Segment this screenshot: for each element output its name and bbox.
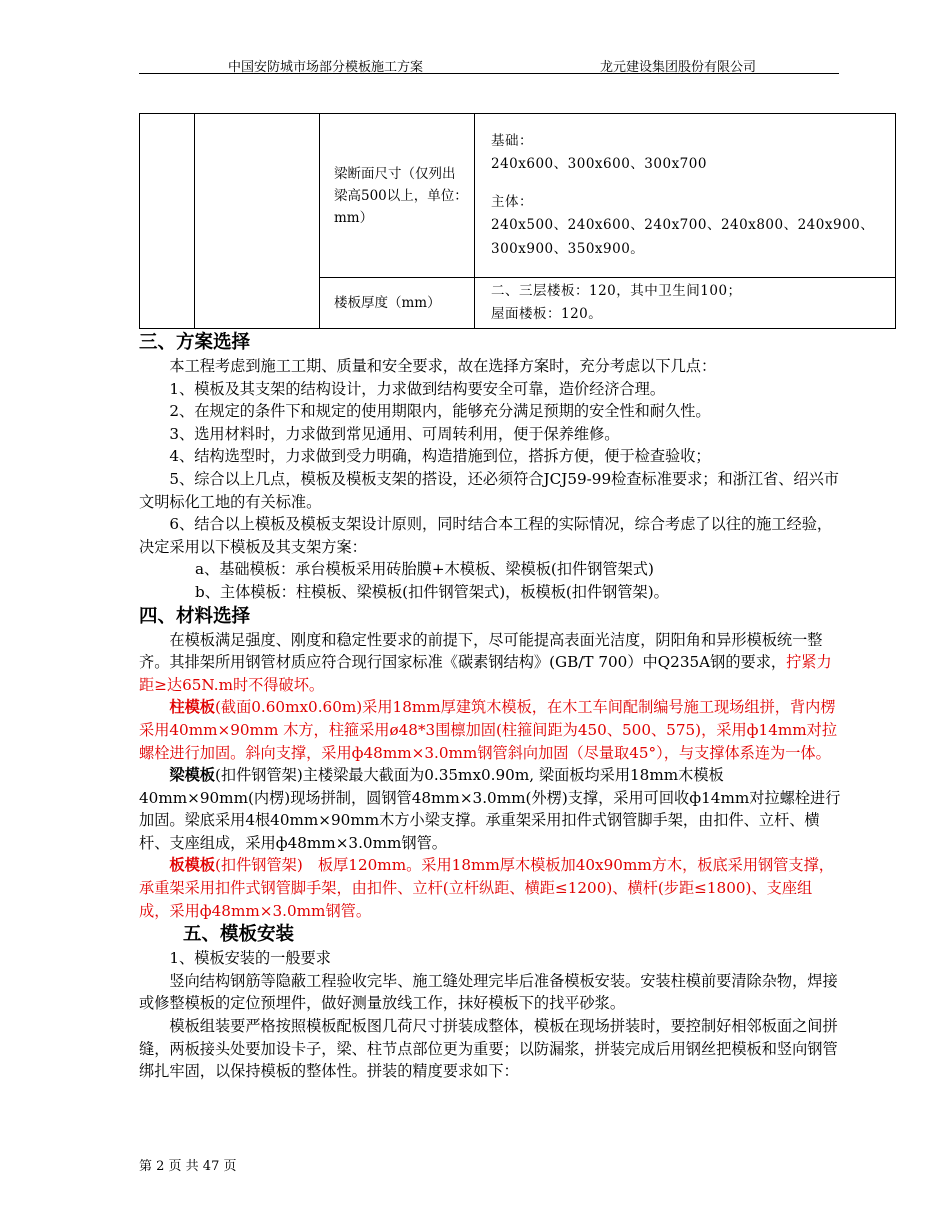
paragraph: 4、结构选型时，力求做到受力明确，构造措施到位，搭拆方便，便于检查验收； <box>169 447 711 466</box>
header-company: 龙元建设集团股份有限公司 <box>600 60 757 75</box>
beam-main-label: 主体： <box>491 193 533 210</box>
subheading: 1、模板安装的一般要求 <box>169 949 331 968</box>
slab-thickness-label: 楼板厚度（mm） <box>320 278 475 329</box>
slab-formwork-title: 板模板 <box>169 856 215 875</box>
table-cell-empty <box>195 114 320 329</box>
paragraph: 2、在规定的条件下和规定的使用期限内，能够充分满足预期的安全性和耐久性。 <box>169 402 711 421</box>
paragraph <box>139 629 841 697</box>
slab-thickness-value <box>475 278 896 329</box>
beam-main-sizes: 240x500、240x600、240x700、240x800、240x900、300x900、350x900。 <box>491 217 875 257</box>
beam-formwork-title: 梁模板 <box>169 766 215 785</box>
beam-size-value <box>475 114 896 278</box>
slab-formwork-paragraph <box>139 854 841 922</box>
paragraph-text: 在模板满足强度、刚度和稳定性要求的前提下，尽可能提高表面光洁度，阴阳角和异形模板统一整齐。其排架所用钢管材质应符合现行国家标准《碳素钢结构》(GB/T 700）中Q235A钢的要求， <box>139 630 823 672</box>
header-doc-title: 中国安防城市场部分模板施工方案 <box>228 60 424 75</box>
list-item: b、主体模板：柱模板、梁模板(扣件钢管架式)，板模板(扣件钢管架)。 <box>195 582 669 601</box>
paragraph-red-text: 拧紧力距≥达65N.m时不得破坏。 <box>139 653 832 694</box>
beam-foundation-label: 基础： <box>491 132 533 149</box>
beam-formwork-text: (扣件钢管架)主楼梁最大截面为0.35mx0.90m, 梁面板均采用18mm木模板40mm×90mm(内楞)现场拼制，圆钢管48mm×3.0mm(外楞)支撑，采用可回收ф14mm对拉螺栓进行加固。梁底采用4根40mm×90mm木方小梁支撑。承重架采用扣件式钢管脚手架，由扣件、立杆、横杆、支座组成，采用ф48mm×3.0mm钢管。 <box>139 766 841 852</box>
beam-formwork-paragraph <box>139 764 841 854</box>
slab-roof-value: 屋面楼板：120。 <box>491 306 603 322</box>
column-formwork-title: 柱模板 <box>169 698 215 717</box>
table-cell-empty <box>140 114 195 329</box>
paragraph: 6、结合以上模板及模板支架设计原则，同时结合本工程的实际情况，综合考虑了以往的施工经验，决定采用以下模板及其支架方案： <box>139 515 833 556</box>
list-item: a、基础模板：承台模板采用砖胎膜+木模板、梁模板(扣件钢管架式) <box>195 560 654 579</box>
spec-table <box>139 113 896 329</box>
section-5-title: 五、模板安装 <box>183 924 295 946</box>
beam-foundation-sizes: 240x600、300x600、300x700 <box>491 156 707 173</box>
paragraph: 竖向结构钢筋等隐蔽工程验收完毕、施工缝处理完毕后准备模板安装。安装柱模前要清除杂物，焊接或修整模板的定位预埋件，做好测量放线工作，抹好模板下的找平砂浆。 <box>139 971 838 1013</box>
paragraph: 本工程考虑到施工工期、质量和安全要求，故在选择方案时，充分考虑以下几点： <box>169 357 717 375</box>
paragraph: 5、综合以上几点，模板及模板支架的搭设，还必须符合JCJ59-99检查标准要求；和浙江省、绍兴市文明标化工地的有关标准。 <box>139 469 839 511</box>
page-number: 第 2 页 共 47 页 <box>139 1159 237 1174</box>
section-3-title: 三、方案选择 <box>139 332 251 353</box>
beam-size-label: 梁断面尺寸（仅列出梁高500以上，单位：mm） <box>320 114 475 278</box>
paragraph: 1、模板及其支架的结构设计，力求做到结构要安全可靠，造价经济合理。 <box>169 379 666 398</box>
table-row <box>140 114 896 278</box>
section-4-title: 四、材料选择 <box>139 605 251 627</box>
paragraph: 3、选用材料时，力求做到常见通用、可周转利用，便于保养维修。 <box>169 424 620 443</box>
slab-floor-value: 二、三层楼板：120，其中卫生间100； <box>491 282 742 299</box>
document-body <box>139 330 841 1083</box>
slab-formwork-text: (扣件钢管架) 板厚120mm。采用18mm厚木模板加40x90mm方木，板底采用钢管支撑，承重架采用扣件式钢管脚手架，由扣件、立杆(立杆纵距、横距≤1200)、横杆(步距≤1800)、支座组成，采用ф48mm×3.0mm钢管。 <box>139 856 834 920</box>
paragraph: 模板组装要严格按照模板配板图几荷尺寸拼装成整体，模板在现场拼装时，要控制好相邻板面之间拼缝，两板接头处要加设卡子，梁、柱节点部位更为重要；以防漏浆，拼装完成后用钢丝把模板和竖向钢管绑扎牢固，以保持模板的整体性。拼装的精度要求如下： <box>139 1017 838 1081</box>
column-formwork-text: (截面0.60mx0.60m)采用18mm厚建筑木模板，在木工车间配制编号施工现场组拼，背内楞采用40mm×90mm 木方，柱箍采用ø48*3围檩加固(柱箍间距为450、500、575)，采用ф14mm对拉螺栓进行加固。斜向支撑，采用ф48mm×3.0mm钢管斜向加固（尽量取45°），与支撑体系连为一体。 <box>139 698 838 762</box>
column-formwork-paragraph <box>139 696 841 764</box>
header-rule <box>139 73 839 74</box>
